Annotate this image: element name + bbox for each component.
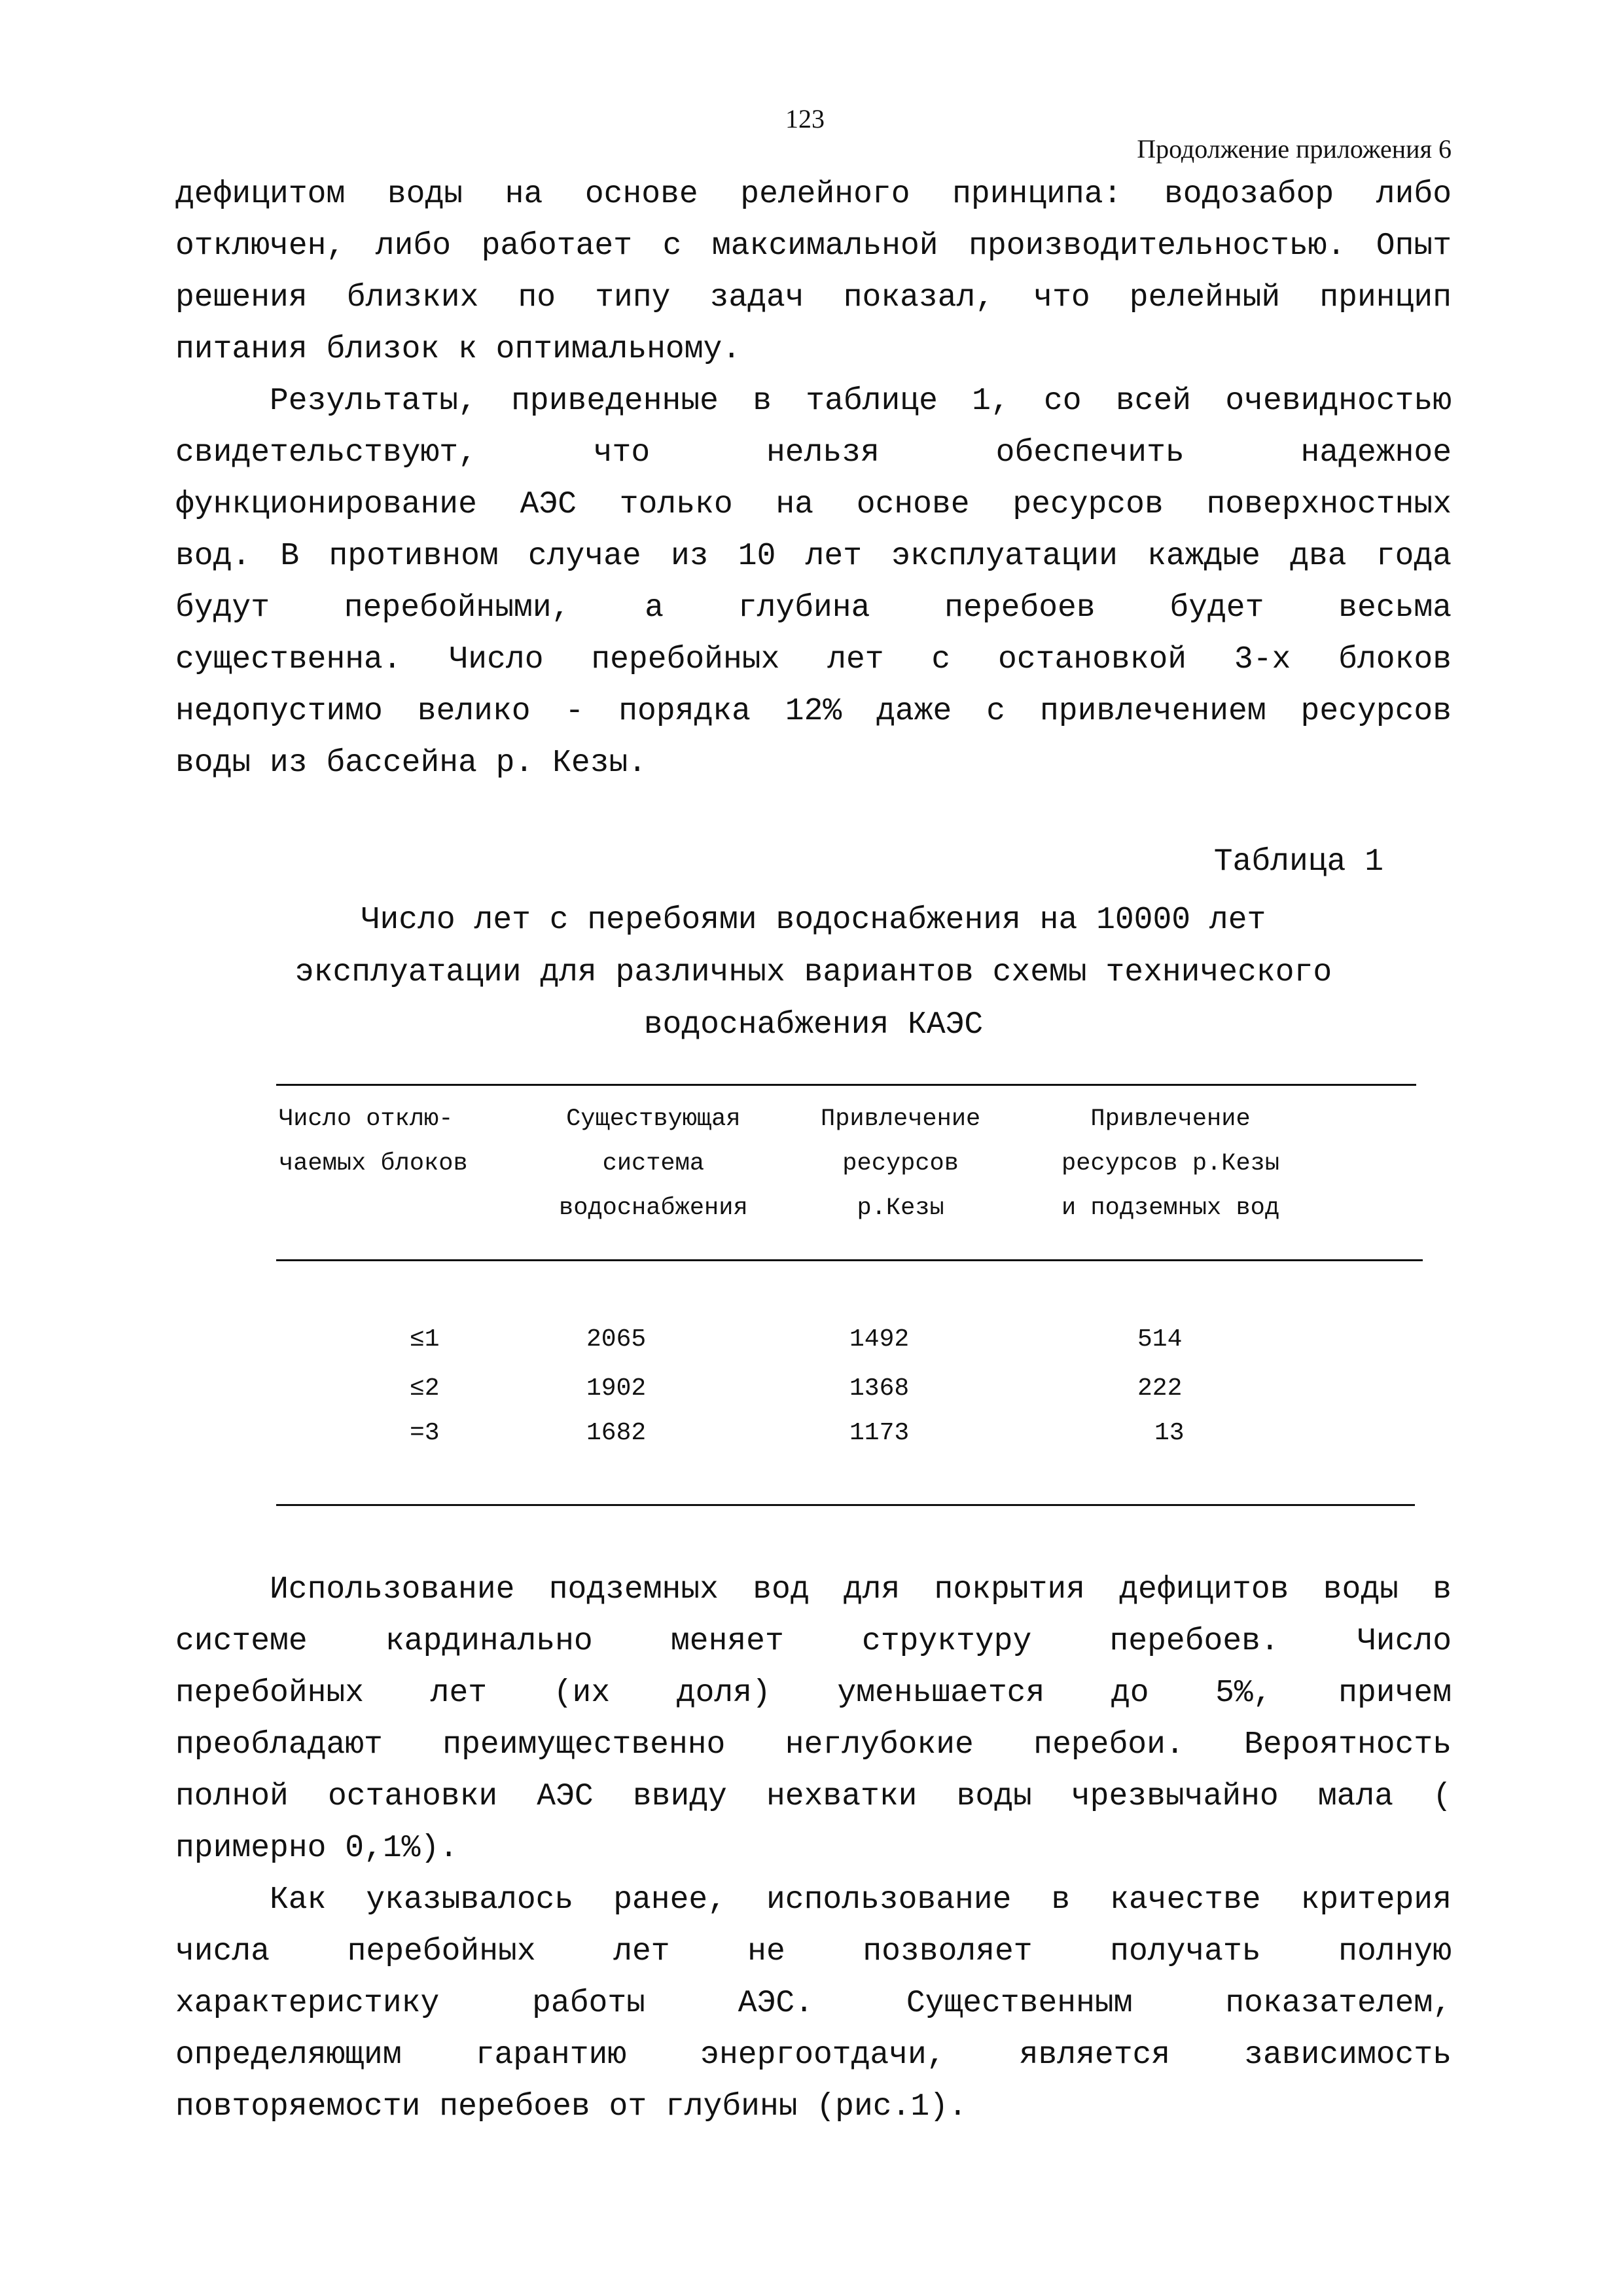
- header-line: Привлечение: [821, 1105, 981, 1133]
- paragraph-line: Как указывалось ранее, использование в качестве критерия: [270, 1882, 1452, 1918]
- header-line: Число отклю-: [279, 1105, 454, 1133]
- paragraph-3: [175, 1564, 1452, 1874]
- paragraph-line: функционирование АЭС только на основе ресурсов поверхностных: [175, 487, 1452, 522]
- paragraph-line: будут перебойными, а глубина перебоев будет весьма: [175, 590, 1452, 626]
- cell-keza: 1173: [849, 1419, 910, 1447]
- paragraph-line: отключен, либо работает с максимальной производительностью. Опыт: [175, 228, 1452, 264]
- header-line: чаемых блоков: [279, 1150, 468, 1177]
- paragraph-line: Результаты, приведенные в таблице 1, со всей очевидностью: [270, 384, 1452, 419]
- paragraph-line: недопустимо велико - порядка 12% даже с привлечением ресурсов: [175, 694, 1452, 729]
- header-keza-resources: [821, 1097, 980, 1230]
- cell-blocks: =3: [410, 1419, 440, 1447]
- header-line: и подземных вод: [1061, 1194, 1280, 1222]
- caption-line: Число лет с перебоями водоснабжения на 10000 лет: [361, 903, 1266, 938]
- header-line: водоснабжения: [559, 1194, 748, 1222]
- paragraph-line: вод. В противном случае из 10 лет эксплуатации каждые два года: [175, 539, 1452, 574]
- paragraph-line: перебойных лет (их доля) уменьшается до 5%, причем: [175, 1676, 1452, 1711]
- paragraph-line: примерно 0,1%).: [175, 1831, 459, 1866]
- paragraph-line: решения близких по типу задач показал, что релейный принцип: [175, 280, 1452, 315]
- paragraph-line: свидетельствуют, что нельзя обеспечить надежное: [175, 435, 1452, 471]
- paragraph-line: питания близок к оптимальному.: [175, 332, 741, 367]
- caption-line: водоснабжения КАЭС: [643, 1007, 984, 1043]
- header-existing-system: [559, 1097, 748, 1230]
- cell-existing: 2065: [586, 1325, 647, 1354]
- cell-keza-ground: 222: [1137, 1374, 1183, 1403]
- header-blocks: [279, 1097, 468, 1186]
- appendix-continuation-header: Продолжение приложения 6: [1137, 134, 1452, 164]
- header-line: Привлечение: [1090, 1105, 1251, 1133]
- header-line: р.Кезы: [857, 1194, 944, 1222]
- cell-existing: 1682: [586, 1419, 647, 1447]
- header-line: Существующая: [566, 1105, 741, 1133]
- paragraph-line: системе кардинально меняет структуру перебоев. Число: [175, 1624, 1452, 1659]
- paragraph-line: определяющим гарантию энергоотдачи, является зависимость: [175, 2037, 1452, 2073]
- paragraph-line: повторяемости перебоев от глубины (рис.1).: [175, 2089, 967, 2125]
- header-line: система: [602, 1150, 705, 1177]
- paragraph-line: характеристику работы АЭС. Существенным показателем,: [175, 1986, 1452, 2021]
- paragraph-line: существенна. Число перебойных лет с остановкой 3-х блоков: [175, 642, 1452, 677]
- paragraph-line: воды из бассейна р. Кезы.: [175, 745, 647, 781]
- table-bottom-rule: [276, 1504, 1415, 1506]
- cell-blocks: ≤2: [410, 1374, 440, 1403]
- cell-keza: 1368: [849, 1374, 910, 1403]
- page-number: 123: [785, 104, 825, 134]
- header-line: ресурсов р.Кезы: [1061, 1150, 1280, 1177]
- cell-keza-ground: 13: [1154, 1419, 1185, 1447]
- paragraph-line: полной остановки АЭС ввиду нехватки воды чрезвычайно мала (: [175, 1779, 1452, 1814]
- table-top-rule: [276, 1084, 1416, 1086]
- cell-existing: 1902: [586, 1374, 647, 1403]
- header-line: ресурсов: [842, 1150, 959, 1177]
- cell-keza-ground: 514: [1137, 1325, 1183, 1354]
- table-label: Таблица 1: [1213, 844, 1383, 880]
- paragraph-line: числа перебойных лет не позволяет получать полную: [175, 1934, 1452, 1969]
- paragraph-1: [175, 169, 1452, 376]
- cell-keza: 1492: [849, 1325, 910, 1354]
- cell-blocks: ≤1: [410, 1325, 440, 1354]
- header-keza-and-groundwater: [1061, 1097, 1279, 1230]
- paragraph-line: дефицитом воды на основе релейного принципа: водозабор либо: [175, 177, 1452, 212]
- paragraph-line: Использование подземных вод для покрытия дефицитов воды в: [270, 1572, 1452, 1607]
- caption-line: эксплуатации для различных вариантов схемы технического: [294, 955, 1332, 990]
- paragraph-2: [175, 376, 1452, 789]
- paragraph-4: [175, 1874, 1452, 2133]
- table-header-rule: [276, 1259, 1423, 1261]
- table-caption: [175, 894, 1452, 1051]
- paragraph-line: преобладают преимущественно неглубокие перебои. Вероятность: [175, 1727, 1452, 1763]
